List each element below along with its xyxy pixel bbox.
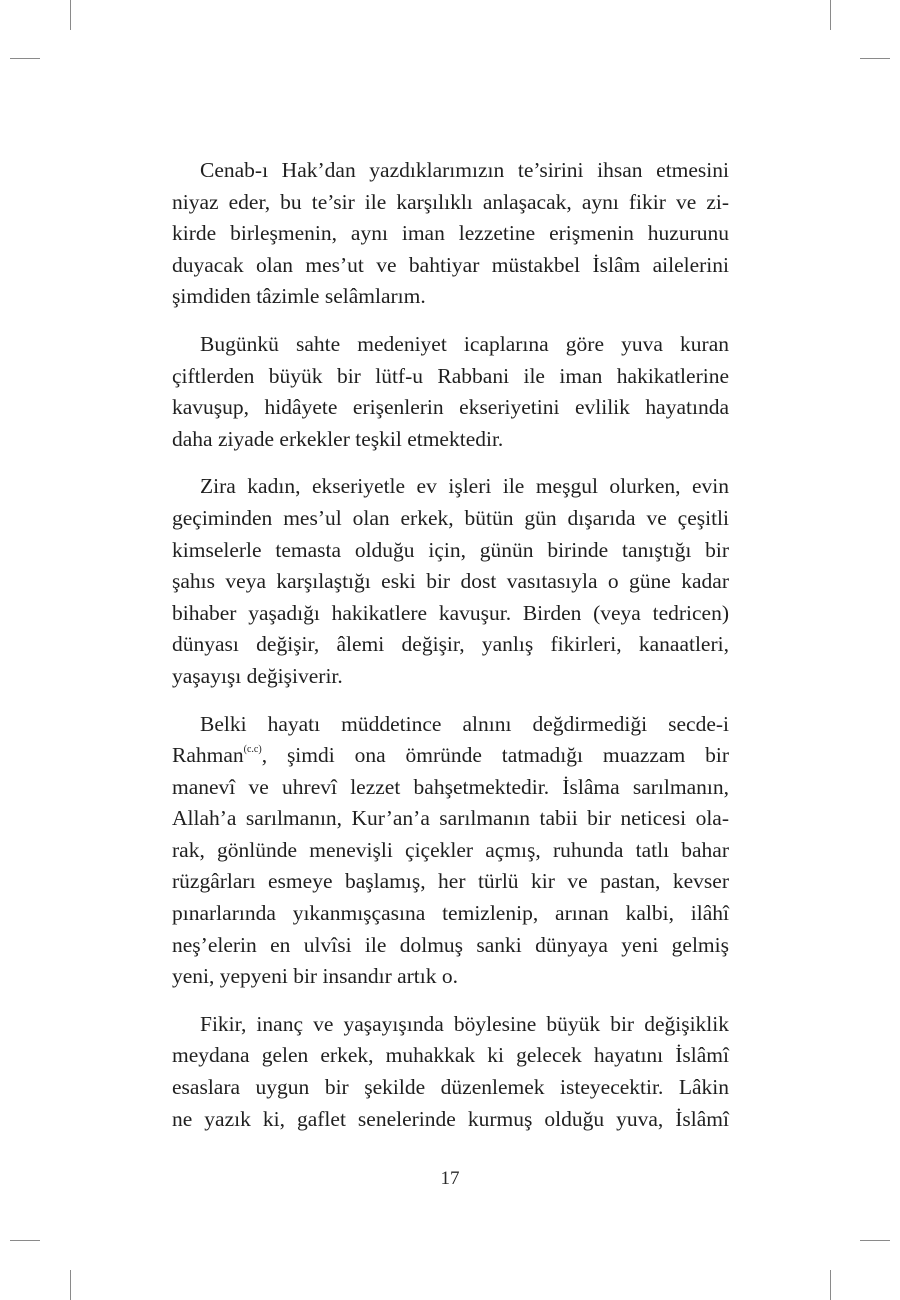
text-line: Allah’a sarılmanın, Kur’an’a sarılmanın tabii bir neticesi ola- bbox=[172, 806, 729, 831]
paragraph-1 bbox=[172, 155, 729, 313]
line-continuation: , şimdi ona ömründe tatmadığı muazzam bir bbox=[261, 743, 729, 768]
crop-mark-bottom-left-h bbox=[10, 1240, 40, 1241]
crop-mark-bottom-left bbox=[70, 1270, 71, 1300]
text-line: neş’elerin en ulvîsi ile dolmuş sanki dünyaya yeni gelmiş bbox=[172, 932, 729, 957]
page-number: 17 bbox=[440, 1168, 460, 1189]
crop-mark-top-right bbox=[830, 0, 831, 30]
text-line: çiftlerden büyük bir lütf-u Rabbani ile iman hakikatlerine bbox=[172, 363, 729, 388]
text-line: esaslara uygun bir şekilde düzenlemek isteyecektir. Lâkin bbox=[172, 1075, 729, 1100]
text-line: geçiminden mes’ul olan erkek, bütün gün dışarıda ve çeşitli bbox=[172, 505, 729, 530]
text-line: duyacak olan mes’ut ve bahtiyar müstakbel İslâm ailelerini bbox=[172, 252, 729, 277]
text-line: Cenab-ı Hak’dan yazdıklarımızın te’sirini ihsan etmesini bbox=[200, 158, 729, 182]
text-line: rüzgârları esmeye başlamış, her türlü kir ve pastan, kevser bbox=[172, 869, 729, 894]
text-line: Belki hayatı müddetince alnını değdirmediği secde-i bbox=[200, 711, 729, 736]
text-line: manevî ve uhrevî lezzet bahşetmektedir. İslâma sarılmanın, bbox=[172, 774, 729, 799]
text-line: rak, gönlünde menevişli çiçekler açmış, ruhunda tatlı bahar bbox=[172, 837, 729, 862]
crop-mark-top-left-h bbox=[10, 58, 40, 59]
text-line: kirde birleşmenin, aynı iman lezzetine erişmenin huzurunu bbox=[172, 221, 729, 246]
text-line: niyaz eder, bu te’sir ile karşılıklı anlaşacak, aynı fikir ve zi- bbox=[172, 189, 729, 214]
honorific-superscript: (c.c) bbox=[243, 744, 262, 756]
text-line: daha ziyade erkekler teşkil etmektedir. bbox=[172, 426, 504, 451]
crop-mark-bottom-right-h bbox=[860, 1240, 890, 1241]
paragraph-5 bbox=[172, 1009, 729, 1135]
text-line: ne yazık ki, gaflet senelerinde kurmuş olduğu yuva, İslâmî bbox=[172, 1106, 729, 1131]
text-line: şimdiden tâzimle selâmlarım. bbox=[172, 284, 426, 309]
text-line: şahıs veya karşılaştığı eski bir dost vasıtasıyla o güne kadar bbox=[172, 569, 729, 594]
text-line: bihaber yaşadığı hakikatlere kavuşur. Birden (veya tedricen) bbox=[172, 600, 729, 625]
text-line-with-superscript bbox=[172, 740, 729, 772]
text-line: Bugünkü sahte medeniyet icaplarına göre yuva kuran bbox=[200, 331, 729, 356]
paragraph-2 bbox=[172, 329, 729, 455]
crop-mark-bottom-right bbox=[830, 1270, 831, 1300]
text-line: kavuşup, hidâyete erişenlerin ekseriyetini evlilik hayatında bbox=[172, 395, 729, 420]
crop-mark-top-right-h bbox=[860, 58, 890, 59]
paragraph-3 bbox=[172, 471, 729, 692]
text-line: meydana gelen erkek, muhakkak ki gelecek hayatını İslâmî bbox=[172, 1043, 729, 1068]
text-line: yeni, yepyeni bir insandır artık o. bbox=[172, 964, 458, 989]
text-line: Zira kadın, ekseriyetle ev işleri ile meşgul olurken, evin bbox=[200, 474, 729, 499]
text-line: dünyası değişir, âlemi değişir, yanlış fikirleri, kanaatleri, bbox=[172, 632, 729, 657]
body-text bbox=[172, 155, 729, 1151]
paragraph-4 bbox=[172, 709, 729, 993]
text-line: kimselerle temasta olduğu için, günün birinde tanıştığı bir bbox=[172, 537, 729, 562]
text-line: pınarlarında yıkanmışçasına temizlenip, arınan kalbi, ilâhî bbox=[172, 901, 729, 926]
text-line: yaşayışı değişiverir. bbox=[172, 663, 343, 688]
crop-mark-top-left bbox=[70, 0, 71, 30]
text-line: Fikir, inanç ve yaşayışında böylesine büyük bir değişiklik bbox=[200, 1011, 729, 1036]
rahman-word: Rahman bbox=[172, 743, 244, 768]
